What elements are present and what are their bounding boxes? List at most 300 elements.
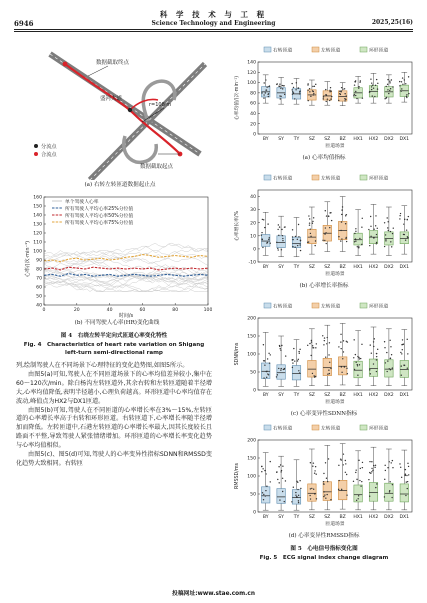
sample-point xyxy=(327,481,328,482)
fig5a-boxplot xyxy=(232,42,416,154)
category-label: TY xyxy=(293,265,300,270)
sample-point xyxy=(314,470,315,471)
sample-point xyxy=(307,100,308,101)
sample-point xyxy=(323,496,324,497)
sample-point xyxy=(296,82,297,83)
sample-point xyxy=(338,100,339,101)
sample-point xyxy=(399,218,400,219)
sample-point xyxy=(315,347,316,348)
category-label: SZ xyxy=(308,137,315,142)
sample-point xyxy=(280,369,281,370)
sample-point xyxy=(270,481,271,482)
sample-point xyxy=(338,480,339,481)
sample-point xyxy=(323,344,324,345)
sample-point xyxy=(341,366,342,367)
sample-point xyxy=(377,83,378,84)
ytick-label: 200 xyxy=(247,438,256,444)
sample-point xyxy=(343,340,344,341)
sample-point xyxy=(404,219,405,220)
fig4-caption-en-1: Fig. 4 Characteristics of heart rate variation on Shigang xyxy=(23,342,205,348)
sample-point xyxy=(357,246,358,247)
sample-point xyxy=(316,498,317,499)
category-label: HX2 xyxy=(368,515,379,520)
sample-point xyxy=(326,215,327,216)
x-axis-label: 匝道场景 xyxy=(325,522,345,527)
sample-point xyxy=(393,227,394,228)
sample-point xyxy=(406,229,407,230)
sample-point xyxy=(340,458,341,459)
sample-point xyxy=(368,229,369,230)
sample-point xyxy=(325,227,326,228)
sample-point xyxy=(261,466,262,467)
fig4-caption-en-2: left-turn semi-directional ramp xyxy=(65,350,163,356)
sample-point xyxy=(407,339,408,340)
sample-point xyxy=(280,348,281,349)
fig5-caption-en: Fig. 5 ECG signal index change diagram xyxy=(259,555,389,561)
sample-point xyxy=(355,91,356,92)
sample-point xyxy=(327,337,328,338)
sample-point xyxy=(291,359,292,360)
category-label: SZ xyxy=(324,393,331,398)
sample-point xyxy=(267,358,268,359)
sample-point xyxy=(370,78,371,79)
legend-swatch xyxy=(312,425,319,430)
hr-ytick-label: 160 xyxy=(33,195,42,201)
box-sz xyxy=(323,358,331,375)
sample-point xyxy=(268,374,269,375)
paragraph-3: 由图5(b)可知,驾驶人在不同匝道的心率增长率在3%～15%,左转匝道的心率增长率高于右转和环形匝道。右转匝道下,心率增长率随半径增加而降低。左转匝道中,石港左转匝道的心率增长率最大,因其长度较长且路面不平整,导致驾驶人紧张情绪增加。环形匝道的心率增长率变化趋势与心率均值相似。 xyxy=(16,406,212,450)
header-rule-thin xyxy=(14,31,413,32)
sample-point xyxy=(355,80,356,81)
sample-point xyxy=(345,472,346,473)
header-rule xyxy=(14,29,413,30)
sample-point xyxy=(359,82,360,83)
category-label: DX1 xyxy=(399,515,410,520)
sample-point xyxy=(261,232,262,233)
legend-diverge-label: 分流点 xyxy=(41,144,57,150)
hr-ytick-label: 70 xyxy=(36,276,42,282)
sample-point xyxy=(279,345,280,346)
sample-point xyxy=(279,499,280,500)
sample-point xyxy=(390,241,391,242)
category-label: BY xyxy=(262,393,269,398)
legend-diverge-marker xyxy=(34,144,38,148)
category-label: SY xyxy=(278,515,284,520)
legend-merge-marker xyxy=(34,152,38,156)
sample-point xyxy=(362,467,363,468)
sample-point xyxy=(346,214,347,215)
sample-point xyxy=(270,243,271,244)
sample-point xyxy=(408,216,409,217)
legend-merge-label: 合流点 xyxy=(41,152,57,158)
sample-point xyxy=(299,244,300,245)
ytick-label: 0 xyxy=(253,247,256,253)
sample-point xyxy=(270,461,271,462)
sample-point xyxy=(293,348,294,349)
sample-point xyxy=(377,88,378,89)
sample-point xyxy=(326,243,327,244)
sample-point xyxy=(376,234,377,235)
sample-point xyxy=(292,229,293,230)
sample-point xyxy=(325,462,326,463)
legend-p25: 所有驾驶人平均心率25%分位值 xyxy=(65,207,134,212)
sample-point xyxy=(389,368,390,369)
sample-point xyxy=(399,81,400,82)
sample-point xyxy=(375,225,376,226)
hr-ytick-label: 60 xyxy=(36,285,42,291)
sample-point xyxy=(322,335,323,336)
sample-point xyxy=(404,79,405,80)
sample-point xyxy=(358,86,359,87)
sample-point xyxy=(390,346,391,347)
sample-point xyxy=(307,90,308,91)
sample-point xyxy=(298,502,299,503)
sample-point xyxy=(353,357,354,358)
sample-point xyxy=(360,468,361,469)
legend-individual: 单个驾驶人心率 xyxy=(65,200,99,205)
sample-point xyxy=(263,344,264,345)
sample-point xyxy=(282,240,283,241)
sample-point xyxy=(329,362,330,363)
sample-point xyxy=(279,95,280,96)
fig5c-caption: (c) 心率变异性SDNN指标 xyxy=(290,411,358,417)
sample-point xyxy=(401,81,402,82)
sample-point xyxy=(342,358,343,359)
sample-point xyxy=(402,84,403,85)
sample-point xyxy=(292,236,293,237)
fig4-caption-cn: 图 4 右绕左转半定向式匝道心率变化特性 xyxy=(60,333,168,339)
sample-point xyxy=(323,483,324,484)
sample-point xyxy=(359,358,360,359)
sample-point xyxy=(338,236,339,237)
sample-point xyxy=(361,227,362,228)
sample-point xyxy=(292,362,293,363)
category-label: SY xyxy=(278,137,284,142)
legend-swatch xyxy=(264,47,271,52)
sample-point xyxy=(330,368,331,369)
sample-point xyxy=(359,238,360,239)
sample-point xyxy=(391,246,392,247)
sample-point xyxy=(327,373,328,374)
sample-point xyxy=(353,481,354,482)
sample-point xyxy=(341,221,342,222)
ytick-label: 60 xyxy=(250,101,256,107)
sample-point xyxy=(370,226,371,227)
sample-point xyxy=(345,463,346,464)
box-by xyxy=(261,363,269,378)
sample-point xyxy=(330,87,331,88)
sample-point xyxy=(355,472,356,473)
hr-ylabel: 心率/(次·min⁻¹) xyxy=(25,240,31,278)
sample-point xyxy=(265,473,266,474)
sample-point xyxy=(315,466,316,467)
sample-point xyxy=(326,478,327,479)
sample-point xyxy=(407,236,408,237)
label-yanhe-road: 盛河大道 xyxy=(100,96,123,102)
sample-point xyxy=(392,467,393,468)
sample-point xyxy=(281,249,282,250)
sample-point xyxy=(326,494,327,495)
sample-point xyxy=(359,480,360,481)
sample-point xyxy=(313,489,314,490)
sample-point xyxy=(406,97,407,98)
sample-point xyxy=(344,98,345,99)
sample-point xyxy=(402,349,403,350)
sample-point xyxy=(282,466,283,467)
sample-point xyxy=(376,353,377,354)
ytick-label: 100 xyxy=(247,474,256,480)
sample-point xyxy=(293,87,294,88)
sample-point xyxy=(299,91,300,92)
sample-point xyxy=(284,94,285,95)
box-sz xyxy=(308,360,316,377)
category-label: TY xyxy=(293,393,300,398)
sample-point xyxy=(298,351,299,352)
sample-point xyxy=(281,229,282,230)
sample-point xyxy=(371,461,372,462)
sample-point xyxy=(373,465,374,466)
sample-point xyxy=(284,501,285,502)
category-label: SY xyxy=(278,393,284,398)
sample-point xyxy=(369,369,370,370)
category-label: SZ xyxy=(308,265,315,270)
sample-point xyxy=(323,491,324,492)
box-dx1 xyxy=(400,484,408,502)
sample-point xyxy=(323,96,324,97)
sample-point xyxy=(360,80,361,81)
sample-point xyxy=(357,364,358,365)
sample-point xyxy=(295,236,296,237)
sample-point xyxy=(362,462,363,463)
category-label: DX2 xyxy=(384,393,394,398)
sample-point xyxy=(340,90,341,91)
fig4a-caption: (a) 右转左转匝道数据起止点 xyxy=(84,182,156,188)
sample-point xyxy=(291,89,292,90)
ytick-label: 40 xyxy=(250,195,256,201)
category-label: HX1 xyxy=(353,265,363,270)
sample-point xyxy=(371,82,372,83)
sample-point xyxy=(408,76,409,77)
sample-point xyxy=(346,368,347,369)
ytick-label: 0 xyxy=(253,132,256,138)
sample-point xyxy=(325,232,326,233)
body-text xyxy=(16,362,212,469)
sample-point xyxy=(299,372,300,373)
sample-point xyxy=(384,246,385,247)
sample-point xyxy=(280,98,281,99)
sample-point xyxy=(405,475,406,476)
sample-point xyxy=(263,82,264,83)
sample-point xyxy=(392,367,393,368)
category-label: TY xyxy=(293,515,300,520)
hr-legend xyxy=(52,198,133,226)
sample-point xyxy=(265,92,266,93)
sample-point xyxy=(312,347,313,348)
sample-point xyxy=(326,101,327,102)
sample-point xyxy=(390,231,391,232)
sample-point xyxy=(406,475,407,476)
sample-point xyxy=(309,218,310,219)
sample-point xyxy=(263,377,264,378)
sample-point xyxy=(292,246,293,247)
sample-point xyxy=(262,468,263,469)
sample-point xyxy=(387,467,388,468)
running-header xyxy=(14,6,413,40)
sample-point xyxy=(309,222,310,223)
sample-point xyxy=(399,215,400,216)
journal-title-cn: 科 学 技 术 与 工 程 xyxy=(159,10,268,19)
sample-point xyxy=(270,354,271,355)
sample-point xyxy=(406,94,407,95)
sample-point xyxy=(356,469,357,470)
sample-point xyxy=(328,458,329,459)
sample-point xyxy=(279,482,280,483)
sample-point xyxy=(267,242,268,243)
y-axis-label: 心率增长率/% xyxy=(235,210,240,242)
fig5b-caption: (b) 心率增长率指标 xyxy=(299,283,349,289)
hr-ytick-label: 40 xyxy=(36,303,42,309)
ytick-label: 150 xyxy=(247,456,256,462)
sample-point xyxy=(358,357,359,358)
sample-point xyxy=(387,89,388,90)
sample-point xyxy=(355,240,356,241)
sample-point xyxy=(390,88,391,89)
sample-point xyxy=(361,481,362,482)
sample-point xyxy=(313,375,314,376)
sample-point xyxy=(390,369,391,370)
sample-point xyxy=(408,466,409,467)
sample-point xyxy=(314,245,315,246)
sample-point xyxy=(278,86,279,87)
box-by xyxy=(261,487,269,503)
ramp-schematic-svg xyxy=(30,42,210,180)
sample-point xyxy=(313,217,314,218)
sample-point xyxy=(404,234,405,235)
sample-point xyxy=(407,353,408,354)
sample-point xyxy=(407,368,408,369)
sample-point xyxy=(401,88,402,89)
y-axis-label: RMSSD/ms xyxy=(235,462,240,490)
legend-label: 右转匝道 xyxy=(273,426,293,432)
category-label: BY xyxy=(262,515,269,520)
diverge-point xyxy=(63,62,68,67)
sample-point xyxy=(265,495,266,496)
ytick-label: 0 xyxy=(253,510,256,516)
legend-swatch xyxy=(360,303,367,308)
sample-point xyxy=(354,369,355,370)
sample-point xyxy=(264,365,265,366)
sample-point xyxy=(375,85,376,86)
sample-point xyxy=(357,356,358,357)
box-ty xyxy=(292,237,300,247)
sample-point xyxy=(282,238,283,239)
heart-rate-line-chart xyxy=(22,193,212,319)
radius-label: r=108 m xyxy=(149,102,172,108)
sample-point xyxy=(342,464,343,465)
sample-point xyxy=(400,213,401,214)
sample-point xyxy=(354,233,355,234)
sample-point xyxy=(358,87,359,88)
sample-point xyxy=(266,485,267,486)
sample-point xyxy=(329,227,330,228)
sample-point xyxy=(298,236,299,237)
sample-point xyxy=(325,498,326,499)
sample-point xyxy=(373,229,374,230)
sample-point xyxy=(312,223,313,224)
sample-point xyxy=(386,352,387,353)
sample-point xyxy=(298,359,299,360)
sample-point xyxy=(402,339,403,340)
fig5d-caption: (d) 心率变异性RMSSD指标 xyxy=(288,533,360,539)
sample-point xyxy=(391,79,392,80)
category-label: BZ xyxy=(339,137,346,142)
sample-point xyxy=(310,355,311,356)
fig4b-heart-rate-chart xyxy=(22,193,212,327)
sample-point xyxy=(371,353,372,354)
legend-swatch xyxy=(264,175,271,180)
sample-point xyxy=(345,95,346,96)
sample-point xyxy=(266,371,267,372)
sample-point xyxy=(262,219,263,220)
sample-point xyxy=(279,83,280,84)
sample-point xyxy=(263,499,264,500)
sample-point xyxy=(355,354,356,355)
sample-point xyxy=(342,88,343,89)
sample-point xyxy=(277,229,278,230)
sample-point xyxy=(404,365,405,366)
sample-point xyxy=(401,375,402,376)
fig5-panel-c xyxy=(232,298,416,417)
category-label: BZ xyxy=(339,265,346,270)
sample-point xyxy=(369,245,370,246)
sample-point xyxy=(263,219,264,220)
sample-point xyxy=(278,249,279,250)
hr-ytick-label: 140 xyxy=(33,213,42,219)
y-axis-label: SDNN/ms xyxy=(235,342,240,366)
legend-label: 右转匝道 xyxy=(273,176,293,182)
sample-point xyxy=(315,240,316,241)
sample-point xyxy=(312,221,313,222)
category-label: HX2 xyxy=(368,265,379,270)
sample-point xyxy=(385,97,386,98)
sample-point xyxy=(373,237,374,238)
sample-point xyxy=(268,86,269,87)
ytick-label: 0 xyxy=(253,388,256,394)
sample-point xyxy=(384,347,385,348)
ytick-label: 50 xyxy=(250,492,256,498)
sample-point xyxy=(373,87,374,88)
sample-point xyxy=(347,373,348,374)
sample-point xyxy=(292,91,293,92)
sample-point xyxy=(310,233,311,234)
ytick-label: 50 xyxy=(250,370,256,376)
legend-swatch xyxy=(360,175,367,180)
sample-point xyxy=(308,215,309,216)
sample-point xyxy=(358,460,359,461)
sample-point xyxy=(357,498,358,499)
sample-point xyxy=(298,500,299,501)
ytick-label: -10 xyxy=(248,260,256,266)
sample-point xyxy=(280,464,281,465)
start-leader xyxy=(88,66,108,76)
fig5-caption-cn: 图 5 心电信号指标变化图 xyxy=(290,546,358,552)
sample-point xyxy=(399,85,400,86)
sample-point xyxy=(354,94,355,95)
ytick-label: 30 xyxy=(250,208,256,214)
sample-point xyxy=(330,499,331,500)
sample-point xyxy=(307,345,308,346)
sample-point xyxy=(401,90,402,91)
